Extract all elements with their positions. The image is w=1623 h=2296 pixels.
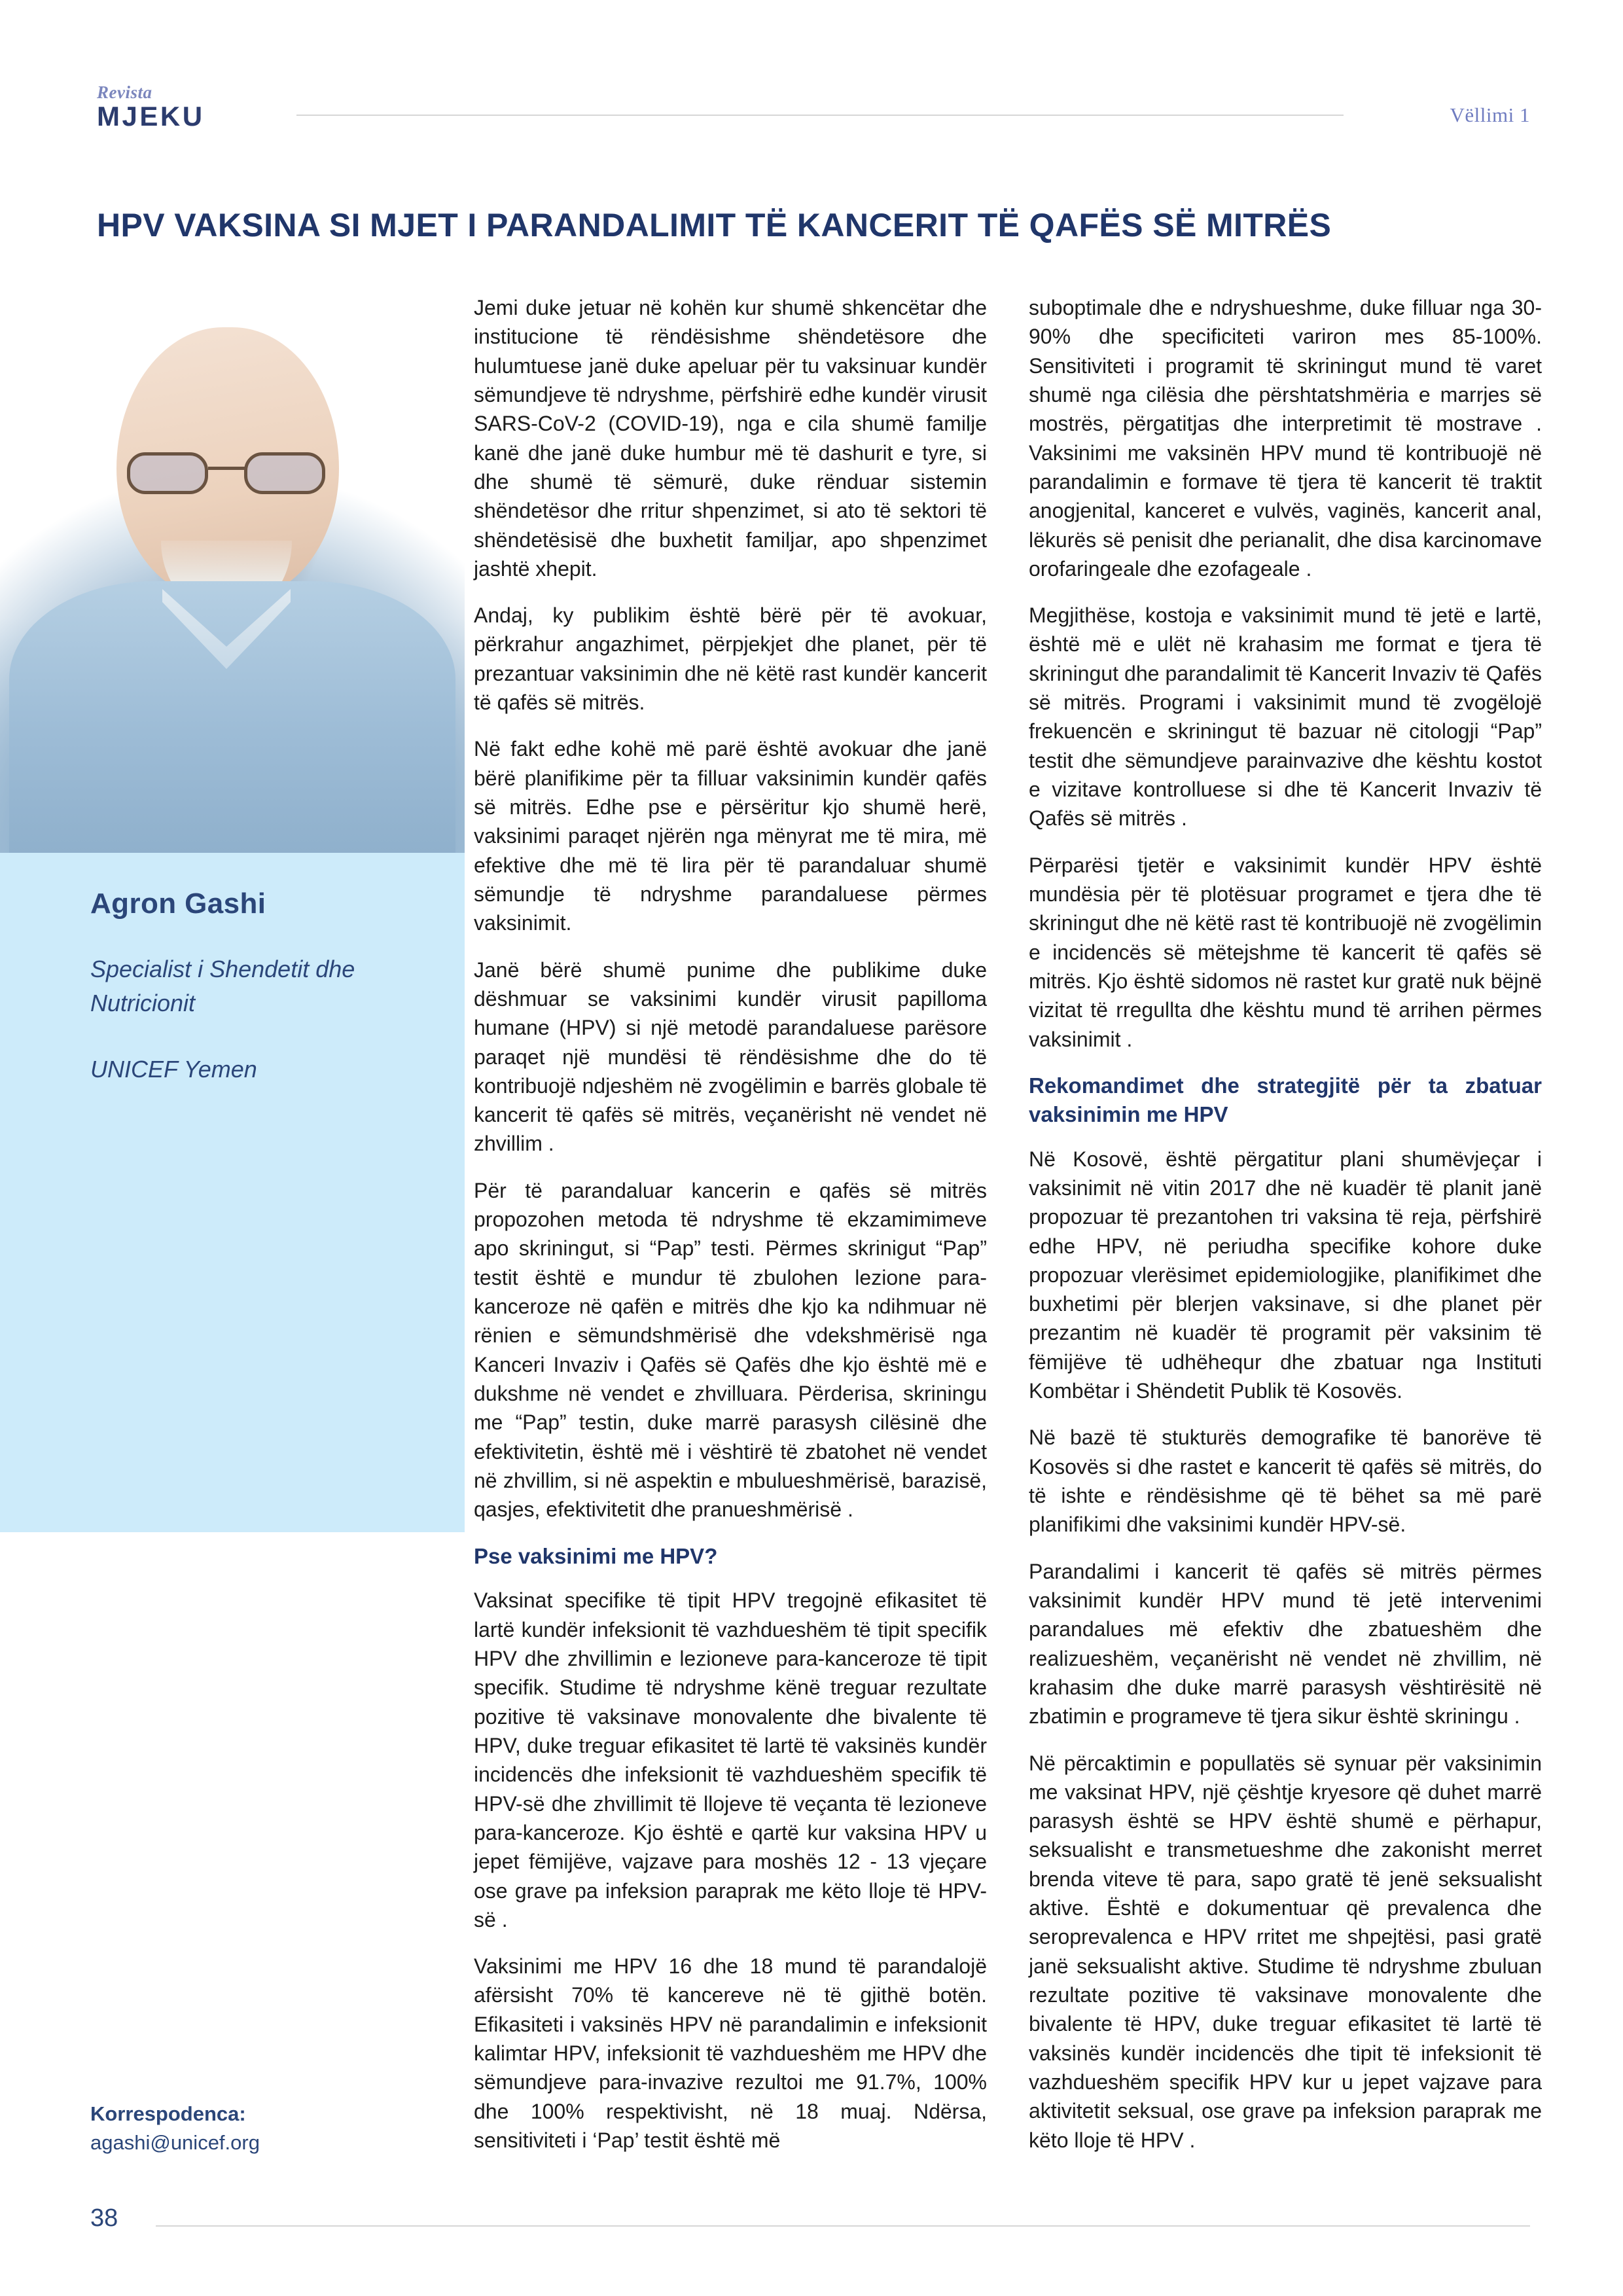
logo-mjeku-text: MJEKU [97,101,205,132]
section-heading-rekomandimet: Rekomandimet dhe strategjitë për ta zbatuar vaksinimin me HPV [1029,1073,1542,1126]
masthead-divider [296,115,1344,116]
paragraph: Për të parandaluar kancerin e qafës së mitrës propozohen metoda të ndryshme të ekzamimimeve apo skriningut, si “Pap” testi. Përmes skrinigut “Pap” testit është e mundur të zbulohen lezione para-kanceroze në qafën e mitrës dhe kjo ka ndihmuar në rënien e sëmundshmërisë dhe vdekshmërisë nga Kanceri Invaziv i Qafës së Qafës dhe kjo është më e dukshme në vendet e zhvilluara. Përderisa, skriningu me “Pap” testin, duke marrë parasysh cilësinë dhe efektivitetin, është më i vështirë të zbatohet në vendet në zhvillim, si në aspektin e mbulueshmërisë, barazisë, qasjes, efektivitetit dhe pranueshmërisë . [474,1178,987,1522]
paragraph: Vaksinimi me HPV 16 dhe 18 mund të parandalojë afërsisht 70% të kancereve në të gjithë botën. Efikasiteti i vaksinës HPV në parandalimin e infeksionit kalimtar HPV, infeksionit të vazhdueshëm me HPV dhe sëmundjeve para-invazive rezultoi me 91.7%, 100% dhe 100% respektivisht, në 18 muaj. Ndërsa, sensitiviteti i ‘Pap’ testit është më [474,1954,987,2152]
paragraph: Në Kosovë, është përgatitur plani shumëvjeçar i vaksinimit në vitin 2017 dhe në kuadër të planit janë propozuar të prezantohen tri vaksina të reja, përfshirë edhe HPV, në periudha specifike kohore duke propozuar vlerësimet epidemiologjike, planifikimet dhe buxhetimi për blerjen vaksinave, si dhe planet për prezantim në kuadër të programit për vaksinim të fëmijëve të udhëhequr dhe zbatuar nga Instituti Kombëtar i Shëndetit Publik të Kosovës. [1029,1147,1542,1403]
author-role: Specialist i Shendetit dhe Nutricionit [90,956,355,1016]
correspondence-email[interactable]: agashi@unicef.org [90,2131,260,2155]
author-photo [0,293,465,853]
photo-shirt-shape [9,581,455,856]
correspondence-label: Korrespodenca: [90,2102,246,2125]
paragraph: Përparësi tjetër e vaksinimit kundër HPV është mundësia për të plotësuar programet e tjera dhe të skriningut dhe në këtë rast të kontribuojë në zvogëlimin e incidencës së mëtejshme të kancerit të qafës së mitrës. Kjo është sidomos në rastet kur gratë nuk bëjnë vizitat të rregullta dhe kështu mund të arrihen përmes vaksinimit . [1029,853,1542,1051]
paragraph: Jemi duke jetuar në kohën kur shumë shkencëtar dhe institucione të rëndësishme shëndetësore dhe hulumtuese janë duke apeluar për tu vaksinuar kundër sëmundjeve të ndryshme, përfshirë edhe kundër virusit SARS-CoV-2 (COVID-19), nga e cila shumë familje kanë dhe janë duke humbur më të dashurit e tyre, si dhe shumë të sëmurë, duke rënduar sistemin shëndetësor dhe rritur shpenzimet, si ato të sektori të shëndetësisë dhe buxhetit familjar, apo shpenzimet jashtë xhepit. [474,296,987,581]
paragraph: Vaksinat specifike të tipit HPV tregojnë efikasitet të lartë kundër infeksionit të vazhdueshëm të tipit specifik HPV dhe zhvillimin e lezioneve para-kanceroze të tipit specifik. Studime të ndryshme kënë treguar rezultate pozitive të vaksinave monovalente dhe bivalente të HPV, duke treguar efikasitet të lartë të vaksinës kundër incidencës dhe infeksionit të vazhdueshëm specifik të HPV-së dhe zhvillimit të llojeve të veçanta të lezioneve para-kanceroze. Kjo është e qartë kur vaksina HPV u jepet fëmijëve, vajzave para moshës 12 - 13 vjeçare ose grave pa infeksion paraprak me këto lloje të HPV-së . [474,1588,987,1931]
glasses-lens-right [244,452,325,494]
journal-logo [97,84,205,130]
glasses-bridge [208,467,245,470]
volume-label: Vëllimi 1 [1450,103,1530,126]
paragraph: Andaj, ky publikim është bërë për të avokuar, përkrahur angazhimet, përpjekjet dhe planet, për të prezantuar vaksinimin dhe në këtë rast kundër kancerit të qafës së mitrës. [474,603,987,715]
page-number: 38 [90,2204,118,2232]
logo-revista-text: Revista [97,82,152,102]
author-name: Agron Gashi [90,888,266,920]
correspondence-block [90,2100,431,2157]
section-heading-pse-vaksinimi: Pse vaksinimi me HPV? [474,1543,718,1568]
paragraph: Megjithëse, kostoja e vaksinimit mund të jetë e lartë, është më e ulët në krahasim me format e tjera të skriningut dhe parandalimit të Kancerit Invaziv të Qafës së mitrës. Programi i vaksinimit mund të zvogëlojë frekuencën e skriningut të bazuar në citologji “Pap” testit dhe sëmundjeve parainvazive dhe kështu kostot e vizitave kontrolluese si dhe të Kancerit Invaziv të Qafës së mitrës . [1029,603,1542,831]
masthead [97,84,1530,131]
author-organization: UNICEF Yemen [90,1056,257,1083]
glasses-lens-left [127,452,208,494]
paragraph: Parandalimi i kancerit të qafës së mitrës përmes vaksinimit kundër HPV mund të jetë intervenimi parandalues më efektiv dhe zbatueshëm dhe realizueshëm, veçanërisht në vendet në zhvillim, në krahasim dhe duke marrë parasysh vështirësitë në zbatimin e programeve të tjera sikur është skriningu . [1029,1559,1542,1729]
body-column-left [474,293,987,2172]
paragraph: suboptimale dhe e ndryshueshme, duke filluar nga 30-90% dhe specificiteti variron mes 85-100%. Sensitiviteti i programit të skriningut mund të varet shumë nga cilësia dhe përshtatshmëria e marrjes së mostrës, përgatitjas dhe interpretimit të mostrave . Vaksinimi me vaksinën HPV mund të kontribuojë në parandalimin e formave të tjera të kancerit të traktit anogjenital, kanceret e vulvës, vaginës, kancerit anal, lëkurës së penisit dhe perianalit, dhe disa karcinomave orofaringeale dhe ezofageale . [1029,296,1542,581]
paragraph: Në fakt edhe kohë më parë është avokuar dhe janë bërë planifikime për ta filluar vaksinimin kundër qafës së mitrës. Edhe pse e përsëritur kjo shumë herë, vaksinimi paraqet njërën nga mënyrat me të mira, më efektive dhe më të lira për të parandaluar shumë sëmundje të ndryshme parandaluese përmes vaksinimit. [474,737,987,935]
page-footer [90,2204,1530,2237]
paragraph: Në përcaktimin e popullatës së synuar për vaksinimin me vaksinat HPV, një çështje kryesore që duhet marrë parasysh është se HPV është shumë e përhapur, seksualisht e transmetueshme dhe zakonisht merret brenda viteve të para, sapo gratë të jenë seksualisht aktive. Është e dokumentuar që prevalenca dhe seroprevalenca e HPV rritet me shpejtësi, pasi gratë janë seksualisht aktive. Studime të ndryshme zbuluan rezultate pozitive të vaksinave monovalente dhe bivalente të HPV, duke treguar efikasitet të lartë të vaksinës kundër incidencës dhe tipit të infeksionit të vazhdueshëm specifik HPV kur u jepet vajzave para aktivitetit seksual, ose grave pa infeksion paraprak me këto lloje të HPV . [1029,1751,1542,2152]
author-info-panel [0,853,465,1532]
page-title: HPV VAKSINA SI MJET I PARANDALIMIT TË KANCERIT TË QAFËS SË MITRËS [97,206,1332,243]
paragraph: Në bazë të stukturës demografike të banorëve të Kosovës si dhe rastet e kancerit të qafës së mitrës, do të ishte e rëndësishme që të bëhet sa më parë planifikimi dhe vaksinimi kundër HPV-së. [1029,1426,1542,1537]
paragraph: Janë bërë shumë punime dhe publikime duke dëshmuar se vaksinimi kundër virusit papilloma humane (HPV) si një metodë parandaluese parësore paraqet një mundësi të rëndësishme dhe do të kontribuojë ndjeshëm në zvogëlimin e barrës globale të kancerit të qafës së mitrës, veçanërisht në vendet në zhvillim . [474,958,987,1156]
glasses-icon [123,452,329,495]
body-column-right [1029,293,1542,2172]
footer-divider [156,2225,1530,2227]
